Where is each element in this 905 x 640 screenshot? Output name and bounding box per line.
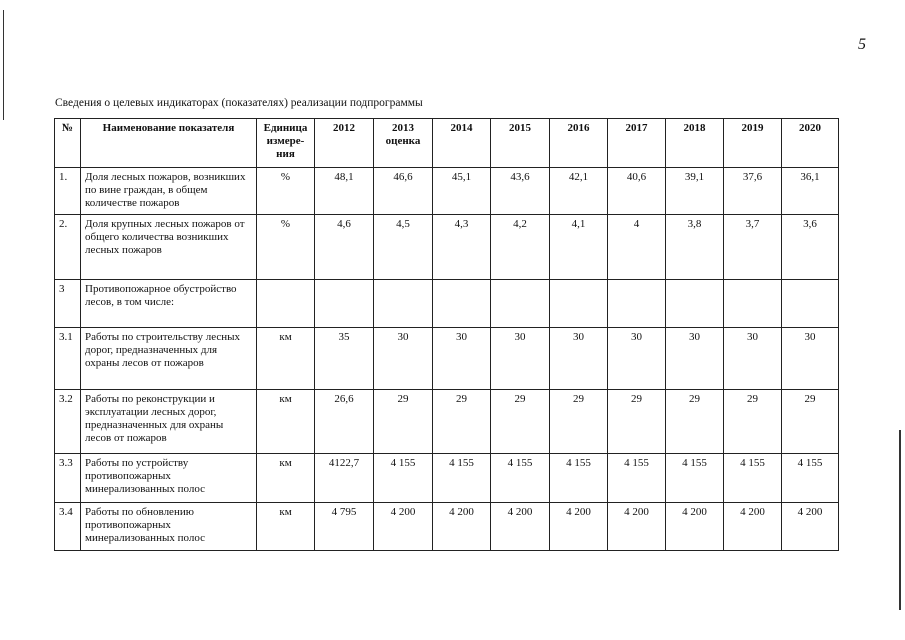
value-cell: 29	[666, 390, 724, 454]
unit: км	[257, 503, 315, 551]
column-header: 2014	[433, 119, 491, 168]
value-cell	[491, 280, 550, 328]
value-cell	[433, 280, 491, 328]
column-header: №	[55, 119, 81, 168]
column-header: 2016	[550, 119, 608, 168]
value-cell: 4 155	[666, 454, 724, 503]
value-cell: 36,1	[782, 168, 839, 215]
indicator-name: Противопожарное обустройство лесов, в том числе:	[81, 280, 257, 328]
unit: %	[257, 168, 315, 215]
row-number: 3	[55, 280, 81, 328]
value-cell: 4 200	[491, 503, 550, 551]
value-cell: 29	[433, 390, 491, 454]
value-cell	[608, 280, 666, 328]
scan-edge-mark	[3, 10, 4, 120]
row-number: 1.	[55, 168, 81, 215]
table-header-row	[55, 119, 839, 168]
table-row	[55, 390, 839, 454]
value-cell: 3,8	[666, 215, 724, 280]
value-cell: 4,6	[315, 215, 374, 280]
value-cell: 30	[374, 328, 433, 390]
value-cell: 45,1	[433, 168, 491, 215]
value-cell: 4 200	[374, 503, 433, 551]
value-cell: 4122,7	[315, 454, 374, 503]
value-cell: 39,1	[666, 168, 724, 215]
value-cell: 4 155	[491, 454, 550, 503]
value-cell	[550, 280, 608, 328]
table-row	[55, 168, 839, 215]
value-cell: 4 155	[550, 454, 608, 503]
value-cell: 29	[782, 390, 839, 454]
table-row	[55, 280, 839, 328]
value-cell: 4 200	[782, 503, 839, 551]
value-cell: 4 155	[433, 454, 491, 503]
value-cell: 4,2	[491, 215, 550, 280]
row-number: 3.2	[55, 390, 81, 454]
value-cell: 30	[550, 328, 608, 390]
value-cell: 4 200	[666, 503, 724, 551]
indicator-name: Работы по устройству противопожарных минерализованных полос	[81, 454, 257, 503]
table-row	[55, 328, 839, 390]
unit: %	[257, 215, 315, 280]
value-cell: 29	[374, 390, 433, 454]
row-number: 2.	[55, 215, 81, 280]
value-cell: 3,7	[724, 215, 782, 280]
column-header: 2013 оценка	[374, 119, 433, 168]
indicator-name: Работы по строительству лесных дорог, предназначенных для охраны лесов от пожаров	[81, 328, 257, 390]
value-cell: 30	[782, 328, 839, 390]
document-title: Сведения о целевых индикаторах (показателях) реализации подпрограммы	[55, 97, 423, 109]
scan-edge-mark	[899, 430, 901, 610]
value-cell: 4 155	[782, 454, 839, 503]
column-header: 2018	[666, 119, 724, 168]
value-cell: 29	[724, 390, 782, 454]
value-cell: 4,1	[550, 215, 608, 280]
table-row	[55, 215, 839, 280]
value-cell: 40,6	[608, 168, 666, 215]
value-cell: 4 200	[550, 503, 608, 551]
value-cell: 30	[491, 328, 550, 390]
unit: км	[257, 454, 315, 503]
value-cell: 26,6	[315, 390, 374, 454]
column-header: Единица измере-ния	[257, 119, 315, 168]
table-row	[55, 454, 839, 503]
value-cell: 4 155	[374, 454, 433, 503]
indicator-name: Доля крупных лесных пожаров от общего количества возникших лесных пожаров	[81, 215, 257, 280]
value-cell: 42,1	[550, 168, 608, 215]
value-cell: 4 200	[724, 503, 782, 551]
indicator-name: Доля лесных пожаров, возникших по вине граждан, в общем количестве пожаров	[81, 168, 257, 215]
value-cell: 46,6	[374, 168, 433, 215]
value-cell: 4 200	[433, 503, 491, 551]
row-number: 3.3	[55, 454, 81, 503]
indicator-name: Работы по реконструкции и эксплуатации лесных дорог, предназначенных для охраны лесов от пожаров	[81, 390, 257, 454]
value-cell	[782, 280, 839, 328]
column-header: 2019	[724, 119, 782, 168]
value-cell: 29	[550, 390, 608, 454]
value-cell: 4 795	[315, 503, 374, 551]
column-header: 2020	[782, 119, 839, 168]
value-cell: 29	[491, 390, 550, 454]
column-header: Наименование показателя	[81, 119, 257, 168]
value-cell: 4 155	[608, 454, 666, 503]
value-cell: 30	[724, 328, 782, 390]
value-cell	[666, 280, 724, 328]
value-cell: 30	[608, 328, 666, 390]
unit	[257, 280, 315, 328]
value-cell: 29	[608, 390, 666, 454]
column-header: 2017	[608, 119, 666, 168]
value-cell	[315, 280, 374, 328]
table-row	[55, 503, 839, 551]
value-cell: 37,6	[724, 168, 782, 215]
value-cell: 4 200	[608, 503, 666, 551]
value-cell	[724, 280, 782, 328]
value-cell: 4	[608, 215, 666, 280]
value-cell: 30	[433, 328, 491, 390]
value-cell: 35	[315, 328, 374, 390]
row-number: 3.1	[55, 328, 81, 390]
unit: км	[257, 328, 315, 390]
value-cell: 43,6	[491, 168, 550, 215]
value-cell: 4,5	[374, 215, 433, 280]
value-cell: 4 155	[724, 454, 782, 503]
column-header: 2012	[315, 119, 374, 168]
indicators-table	[54, 118, 839, 551]
value-cell: 4,3	[433, 215, 491, 280]
column-header: 2015	[491, 119, 550, 168]
value-cell: 3,6	[782, 215, 839, 280]
value-cell: 30	[666, 328, 724, 390]
value-cell: 48,1	[315, 168, 374, 215]
indicator-name: Работы по обновлению противопожарных минерализованных полос	[81, 503, 257, 551]
page-number: 5	[858, 36, 866, 53]
value-cell	[374, 280, 433, 328]
row-number: 3.4	[55, 503, 81, 551]
unit: км	[257, 390, 315, 454]
